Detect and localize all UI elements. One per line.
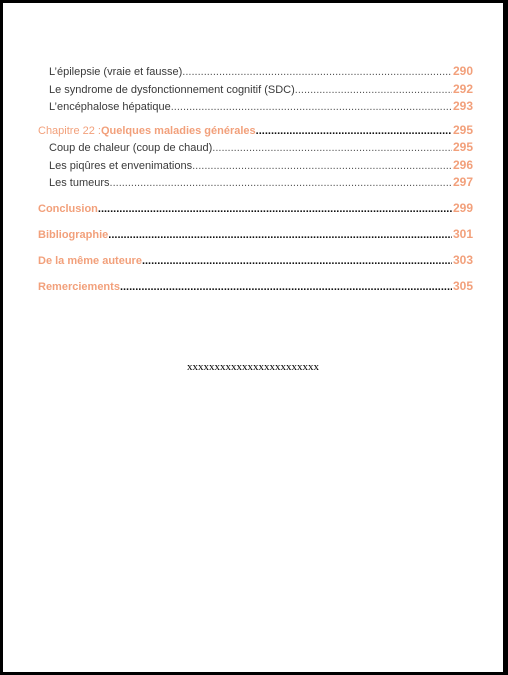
toc-chapter-page: 295 (452, 122, 473, 137)
toc-entry-label: L’épilepsie (vraie et fausse) (49, 66, 183, 78)
toc-entry-epilepsie[interactable] (38, 64, 473, 82)
dot-leader (108, 229, 452, 241)
toc-section-remerciements[interactable] (38, 279, 473, 297)
toc-entry-page: 293 (452, 99, 473, 113)
toc-entry-piqures[interactable] (38, 158, 473, 176)
dot-leader (142, 255, 452, 267)
toc-section-meme-auteure[interactable] (38, 253, 473, 271)
dot-leader (295, 84, 452, 96)
section-page: 299 (452, 201, 473, 215)
toc-entry-label: Les tumeurs (49, 177, 110, 189)
book-page (3, 3, 503, 672)
dot-leader (212, 142, 452, 154)
toc-entry-page: 297 (452, 175, 473, 189)
toc-entry-tumeurs[interactable] (38, 175, 473, 193)
dot-leader (192, 160, 452, 172)
dot-leader (120, 281, 452, 293)
dot-leader (256, 125, 452, 137)
toc-entry-page: 292 (452, 81, 473, 96)
dot-leader (98, 203, 452, 215)
section-label: De la même auteure (38, 255, 142, 267)
toc-chapter-22[interactable] (38, 123, 473, 141)
toc-entry-page: 295 (452, 140, 473, 154)
chapter-title: Quelques maladies générales (100, 124, 256, 137)
section-label: Conclusion (38, 203, 98, 215)
dot-leader (171, 101, 452, 113)
toc-entry-label: Les piqûres et envenimations (49, 159, 193, 172)
toc-entry-page: 296 (452, 157, 473, 172)
dot-leader (110, 177, 452, 189)
toc-entry-label: L’encéphalose hépatique (49, 101, 171, 113)
toc-entry-sdc[interactable] (38, 82, 473, 100)
toc-entry-label: Le syndrome de dysfonctionnement cognitif (SDC) (49, 83, 295, 96)
dot-leader (182, 66, 452, 78)
section-page: 303 (452, 253, 473, 267)
table-of-contents (38, 64, 473, 297)
toc-entry-page: 290 (452, 64, 473, 78)
placeholder-mark: xxxxxxxxxxxxxxxxxxxxxxxx (187, 361, 319, 373)
section-page: 301 (452, 227, 473, 241)
toc-entry-label: Coup de chaleur (coup de chaud) (49, 142, 213, 154)
toc-entry-encephalose[interactable] (38, 99, 473, 117)
section-label: Bibliographie (38, 229, 109, 241)
section-page: 305 (452, 279, 473, 293)
toc-section-bibliographie[interactable] (38, 227, 473, 245)
section-label: Remerciements (38, 281, 120, 293)
toc-entry-coup-de-chaleur[interactable] (38, 140, 473, 158)
chapter-prefix: Chapitre 22 : (38, 124, 101, 137)
toc-section-conclusion[interactable] (38, 201, 473, 219)
